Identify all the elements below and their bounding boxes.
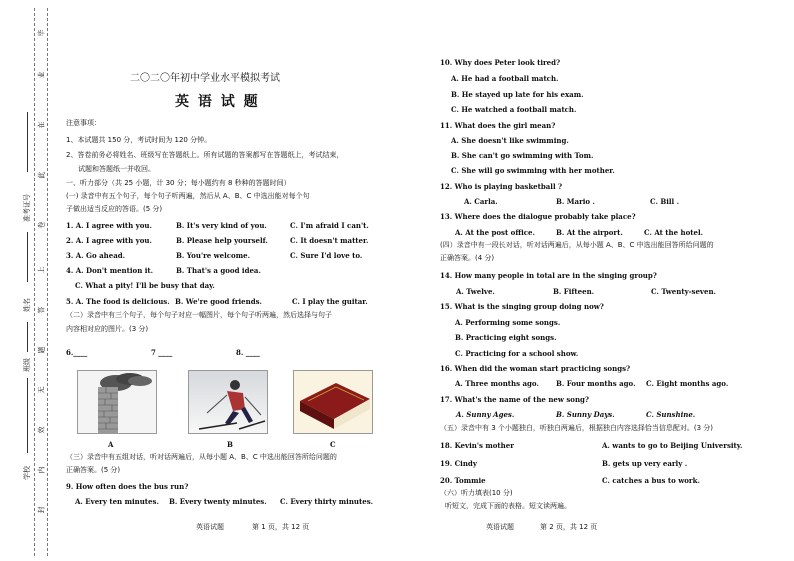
seal-char: 无 bbox=[37, 386, 46, 394]
school-blank bbox=[27, 378, 28, 453]
q3-option-b: B. You're welcome. bbox=[176, 251, 251, 260]
q11-option-c: C. She will go swimming with her mother. bbox=[451, 166, 615, 175]
q15-option-a: A. Performing some songs. bbox=[455, 318, 561, 327]
seal-char: 此 bbox=[37, 171, 46, 179]
q16-question: 16. When did the woman start practicing songs? bbox=[440, 364, 631, 373]
part6-instructions: 听短文，完成下面的表格。短文读两遍。 bbox=[445, 502, 571, 510]
part1-instructions: (一) 录音中有五个句子，每个句子听两遍，然后从 A、B、C 中选出能对每个句 bbox=[66, 192, 310, 200]
skier-image bbox=[189, 371, 268, 434]
picture-a-label: A bbox=[108, 440, 114, 449]
q14-question: 14. How many people in total are in the singing group? bbox=[440, 271, 657, 280]
picture-c-book bbox=[293, 370, 373, 434]
q15-option-c: C. Practicing for a school show. bbox=[455, 349, 579, 358]
q2-option-a: 2. A. I agree with you. bbox=[66, 236, 152, 245]
notice-heading: 注意事项： bbox=[66, 119, 101, 127]
seal-char: 在 bbox=[37, 121, 46, 129]
q14-option-c: C. Twenty-seven. bbox=[651, 287, 716, 296]
match-option-c: C. catches a bus to work. bbox=[602, 476, 700, 485]
q10-option-a: A. He had a football match. bbox=[451, 74, 559, 83]
part4-instructions-cont: 正确答案。(4 分) bbox=[440, 254, 495, 262]
picture-b-label: B bbox=[227, 440, 233, 449]
notice-2-cont: 试题和答题纸一并收回。 bbox=[78, 165, 155, 173]
q10-option-b: B. He stayed up late for his exam. bbox=[451, 90, 584, 99]
q15-option-b: B. Practicing eight songs. bbox=[455, 333, 557, 342]
part5-instructions: （五）录音中有 3 个小题独白，听独白两遍后，根据独白内容选择恰当信息配对。(3 分) bbox=[440, 424, 714, 432]
picture-a-chimney bbox=[77, 370, 157, 434]
candidate-no-label: 准考证号 bbox=[23, 194, 31, 222]
seal-char: 效 bbox=[37, 426, 46, 434]
part2-instructions: （二）录音中有三个句子，每个句子对应一幅图片，每个句子听两遍，然后选择与句子 bbox=[66, 311, 332, 319]
q3-option-c: C. Sure I'd love to. bbox=[290, 251, 363, 260]
q12-option-b: B. Mario . bbox=[556, 197, 595, 206]
q9-question: 9. How often does the bus run? bbox=[66, 482, 189, 491]
notice-2: 2、答卷前务必将姓名、班级写在答题纸上。所有试题的答案都写在答题纸上，考试结束， bbox=[66, 151, 344, 159]
candidate-no-blank bbox=[27, 112, 28, 172]
q9-option-b: B. Every twenty minutes. bbox=[169, 497, 267, 506]
q12-question: 12. Who is playing basketball ? bbox=[440, 182, 563, 191]
q10-option-c: C. He watched a football match. bbox=[451, 105, 577, 114]
seal-char: 内 bbox=[37, 466, 46, 474]
q5-option-a: 5. A. The food is delicious. bbox=[66, 297, 170, 306]
q3-option-a: 3. A. Go ahead. bbox=[66, 251, 126, 260]
seal-char: 封 bbox=[37, 506, 46, 514]
chimney-smoke-image bbox=[78, 371, 157, 434]
q2-option-b: B. Please help yourself. bbox=[176, 236, 268, 245]
seal-char: 题 bbox=[37, 346, 46, 354]
q17-option-c: C. Sunshine. bbox=[646, 410, 696, 419]
q7-blank: 7 ____ bbox=[151, 348, 173, 357]
q17-option-a: A. Sunny Ages. bbox=[456, 410, 515, 419]
q16-option-a: A. Three months ago. bbox=[455, 379, 539, 388]
class-label: 班级 bbox=[23, 358, 31, 372]
q4-option-b: B. That's a good idea. bbox=[176, 266, 261, 275]
section-listening: 一、听力部分（共 25 小题，计 30 分；每小题约有 8 秒种的答题时间） bbox=[66, 179, 291, 187]
page2-footer-page: 第 2 页，共 12 页 bbox=[540, 523, 598, 531]
q13-question: 13. Where does the dialogue probably take place? bbox=[440, 212, 636, 221]
binding-line-inner bbox=[47, 8, 48, 556]
q8-blank: 8. ____ bbox=[236, 348, 260, 357]
notice-1: 1、本试题共 150 分，考试时间为 120 分钟。 bbox=[66, 136, 212, 144]
seal-char: 上 bbox=[37, 266, 46, 274]
part1-instructions-cont: 子做出适当反应的答语。(5 分) bbox=[66, 205, 163, 213]
name-label: 姓名 bbox=[23, 298, 31, 312]
q13-option-b: B. At the airport. bbox=[556, 228, 623, 237]
q20-item: 20. Tommie bbox=[440, 476, 486, 485]
q15-question: 15. What is the singing group doing now? bbox=[440, 302, 604, 311]
q4-option-c: C. What a pity! I'll be busy that day. bbox=[75, 281, 215, 290]
part3-instructions-cont: 正确答案。(5 分) bbox=[66, 466, 121, 474]
part3-instructions: （三）录音中有五组对话，听对话两遍后，从每小题 A、B、C 中选出能回答所给问题的 bbox=[66, 453, 337, 461]
class-blank bbox=[27, 322, 28, 352]
q14-option-a: A. Twelve. bbox=[456, 287, 495, 296]
picture-b-skier bbox=[188, 370, 268, 434]
part6-heading: （六）听力填表(10 分) bbox=[440, 489, 513, 497]
q19-item: 19. Cindy bbox=[440, 459, 477, 468]
exam-title: 二〇二〇年初中学业水平模拟考试 bbox=[130, 73, 280, 84]
school-label: 学校 bbox=[23, 466, 31, 480]
q1-option-c: C. I'm afraid I can't. bbox=[290, 221, 369, 230]
book-image bbox=[294, 371, 373, 434]
page1-footer-subject: 英语试题 bbox=[196, 523, 224, 531]
q11-option-a: A. She doesn't like swimming. bbox=[451, 136, 569, 145]
match-option-a: A. wants to go to Beijing University. bbox=[602, 441, 743, 450]
name-blank bbox=[27, 232, 28, 282]
seal-char: 卷 bbox=[37, 221, 46, 229]
q6-blank: 6.____ bbox=[66, 348, 88, 357]
q13-option-c: C. At the hotel. bbox=[644, 228, 704, 237]
q9-option-a: A. Every ten minutes. bbox=[75, 497, 159, 506]
q14-option-b: B. Fifteen. bbox=[553, 287, 595, 296]
seal-char: 业 bbox=[37, 71, 46, 79]
page2-footer-subject: 英语试题 bbox=[486, 523, 514, 531]
subject-title: 英 语 试 题 bbox=[175, 94, 260, 110]
q12-option-c: C. Bill . bbox=[650, 197, 680, 206]
q2-option-c: C. It doesn't matter. bbox=[290, 236, 369, 245]
q11-option-b: B. She can't go swimming with Tom. bbox=[451, 151, 594, 160]
q1-option-b: B. It's very kind of you. bbox=[176, 221, 267, 230]
q18-item: 18. Kevin's mother bbox=[440, 441, 514, 450]
q12-option-a: A. Carla. bbox=[464, 197, 498, 206]
part2-instructions-cont: 内容相对应的图片。(3 分) bbox=[66, 325, 149, 333]
q4-option-a: 4. A. Don't mention it. bbox=[66, 266, 154, 275]
picture-c-label: C bbox=[330, 440, 336, 449]
q17-question: 17. What's the name of the new song? bbox=[440, 395, 590, 404]
q5-option-c: C. I play the guitar. bbox=[292, 297, 368, 306]
seal-char: 答 bbox=[37, 306, 46, 314]
q16-option-c: C. Eight months ago. bbox=[646, 379, 729, 388]
seal-char: 毕 bbox=[37, 29, 46, 37]
q10-question: 10. Why does Peter look tired? bbox=[440, 58, 561, 67]
part4-instructions: (四）录音中有一段长对话，听对话两遍后，从每小题 A、B、C 中选出能回答所给问题的 bbox=[440, 241, 714, 249]
q17-option-b: B. Sunny Days. bbox=[556, 410, 615, 419]
binding-line-outer bbox=[34, 8, 35, 556]
q11-question: 11. What does the girl mean? bbox=[440, 121, 556, 130]
q1-option-a: 1. A. I agree with you. bbox=[66, 221, 152, 230]
q16-option-b: B. Four months ago. bbox=[556, 379, 636, 388]
q13-option-a: A. At the post office. bbox=[455, 228, 535, 237]
q9-option-c: C. Every thirty minutes. bbox=[280, 497, 374, 506]
page1-footer-page: 第 1 页，共 12 页 bbox=[252, 523, 310, 531]
q5-option-b: B. We're good friends. bbox=[175, 297, 262, 306]
match-option-b: B. gets up very early . bbox=[602, 459, 688, 468]
